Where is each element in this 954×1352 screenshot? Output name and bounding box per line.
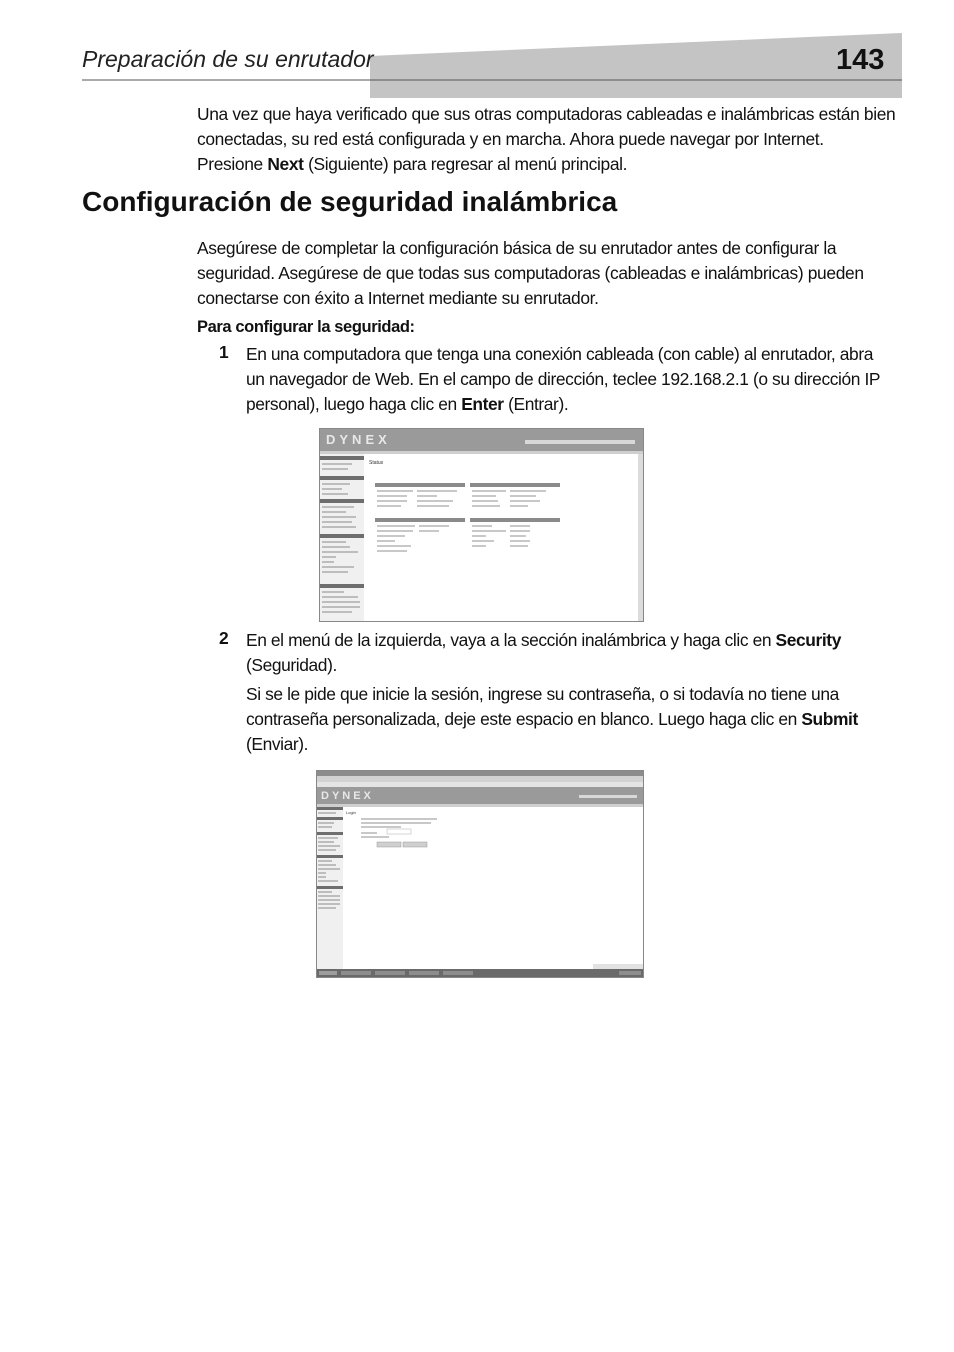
section-line-3: conectarse con éxito a Internet mediante su enrutador. bbox=[197, 288, 599, 308]
enter-keyword: Enter bbox=[461, 394, 504, 414]
intro-line-3: Presione Next (Siguiente) para regresar al menú principal. bbox=[197, 154, 628, 174]
login-page-label: Login bbox=[346, 810, 356, 815]
dynex-logo: DYNEX bbox=[326, 432, 391, 447]
router-status-screenshot bbox=[319, 428, 644, 622]
section-title: Configuración de seguridad inalámbrica bbox=[82, 186, 618, 217]
procedure-subhead: Para configurar la seguridad: bbox=[197, 318, 415, 336]
intro-line-2: conectadas, su red está configurada y en marcha. Ahora puede navegar por Internet. bbox=[197, 129, 824, 149]
dynex-logo: DYNEX bbox=[321, 790, 374, 802]
step-2-login-note: Si se le pide que inicie la sesión, ingrese su contraseña, o si todavía no tiene una contraseña personalizada, deje este espacio en blanco. Luego haga clic en Submit (Enviar). bbox=[246, 684, 858, 754]
section-line-2: seguridad. Asegúrese de que todas sus computadoras (cableadas e inalámbricas) pueden bbox=[197, 263, 864, 283]
submit-keyword: Submit bbox=[801, 709, 858, 729]
step-2-number: 2 bbox=[219, 628, 229, 648]
section-line-1: Asegúrese de completar la configuración básica de su enrutador antes de configurar la bbox=[197, 238, 837, 258]
intro-paragraph bbox=[197, 102, 902, 177]
status-page-label: Status bbox=[369, 460, 384, 466]
router-login-screenshot bbox=[316, 770, 644, 978]
step-2-text: En el menú de la izquierda, vaya a la sección inalámbrica y haga clic en Security (Seguridad). bbox=[246, 630, 841, 675]
running-title: Preparación de su enrutador bbox=[82, 46, 374, 72]
section-paragraph bbox=[197, 236, 902, 311]
step-1-text: En una computadora que tenga una conexión cableada (con cable) al enrutador, abra un navegador de Web. En el campo de dirección, teclee 192.168.2.1 (o su dirección IP personal), luego haga clic en Enter (Entrar). bbox=[246, 344, 881, 414]
intro-line-1: Una vez que haya verificado que sus otras computadoras cableadas e inalámbricas están bien bbox=[197, 104, 896, 124]
page-number: 143 bbox=[836, 44, 885, 76]
step-1-number: 1 bbox=[219, 342, 229, 362]
security-keyword: Security bbox=[775, 630, 841, 650]
next-keyword: Next bbox=[267, 154, 304, 174]
